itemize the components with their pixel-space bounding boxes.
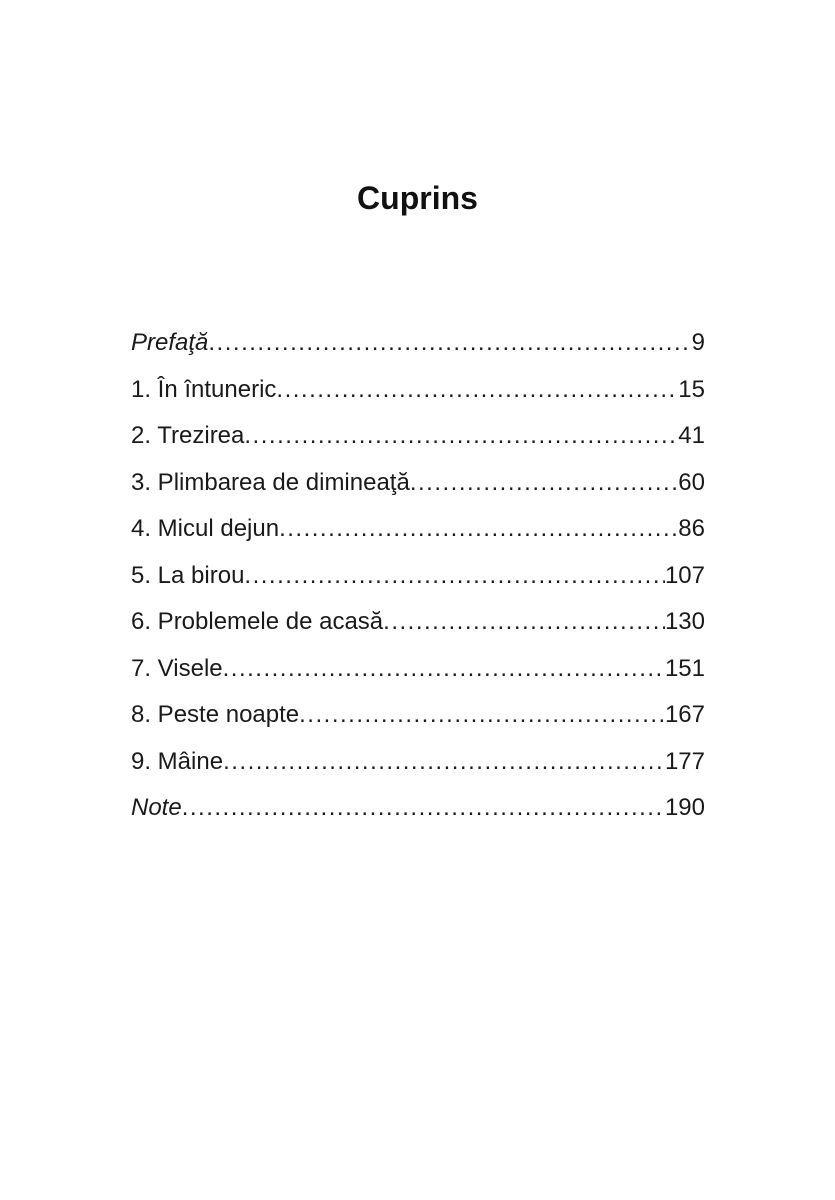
toc-entry-page: 167 [664,701,705,728]
toc-entry-page: 60 [678,468,705,496]
toc-entry-label: 8. Peste noapte [131,701,300,728]
toc-entry [131,413,705,460]
toc-entry [131,506,705,553]
toc-entry-label: 6. Problemele de acasă [131,608,384,635]
toc-entry-label: 9. Mâine [131,747,224,775]
toc-entry-label: Note [131,794,182,821]
toc-entry-page: 9 [691,329,705,356]
toc-entry-page: 86 [678,515,705,542]
toc-entry [131,367,705,414]
toc-entry-page: 41 [678,422,705,449]
toc-entry-label: 2. Trezirea [131,422,245,449]
toc-entry [131,739,705,786]
toc-entry [131,646,705,693]
dot-leader [299,692,665,739]
dot-leader [383,599,665,646]
toc-entry-label: 3. Plimbarea de dimineaţă [131,468,410,496]
dot-leader [182,785,665,832]
toc-entry-label: 4. Micul dejun [131,515,280,542]
dot-leader [208,320,691,367]
toc-entry-page: 151 [664,654,705,682]
dot-leader [244,553,665,600]
toc-entry-page: 190 [664,794,705,821]
table-of-contents [131,320,705,832]
toc-entry [131,692,705,739]
toc-entry-label: 5. La birou [131,561,245,589]
toc-entry [131,553,705,600]
dot-leader [223,646,665,693]
toc-entry [131,320,705,367]
page-title: Cuprins [357,180,478,216]
dot-leader [279,506,678,553]
toc-entry [131,460,705,507]
toc-entry-page: 177 [664,747,705,775]
toc-entry-label: 7. Visele [131,654,223,682]
dot-leader [276,367,678,414]
toc-entry-label: Prefaţă [131,329,209,356]
dot-leader [244,413,678,460]
dot-leader [410,460,678,507]
toc-entry-page: 15 [678,375,705,403]
toc-entry [131,599,705,646]
toc-entry-page: 107 [664,561,705,589]
toc-entry-page: 130 [664,608,705,635]
toc-entry-label: 1. În întuneric [131,375,277,403]
dot-leader [223,739,665,786]
toc-entry [131,785,705,832]
